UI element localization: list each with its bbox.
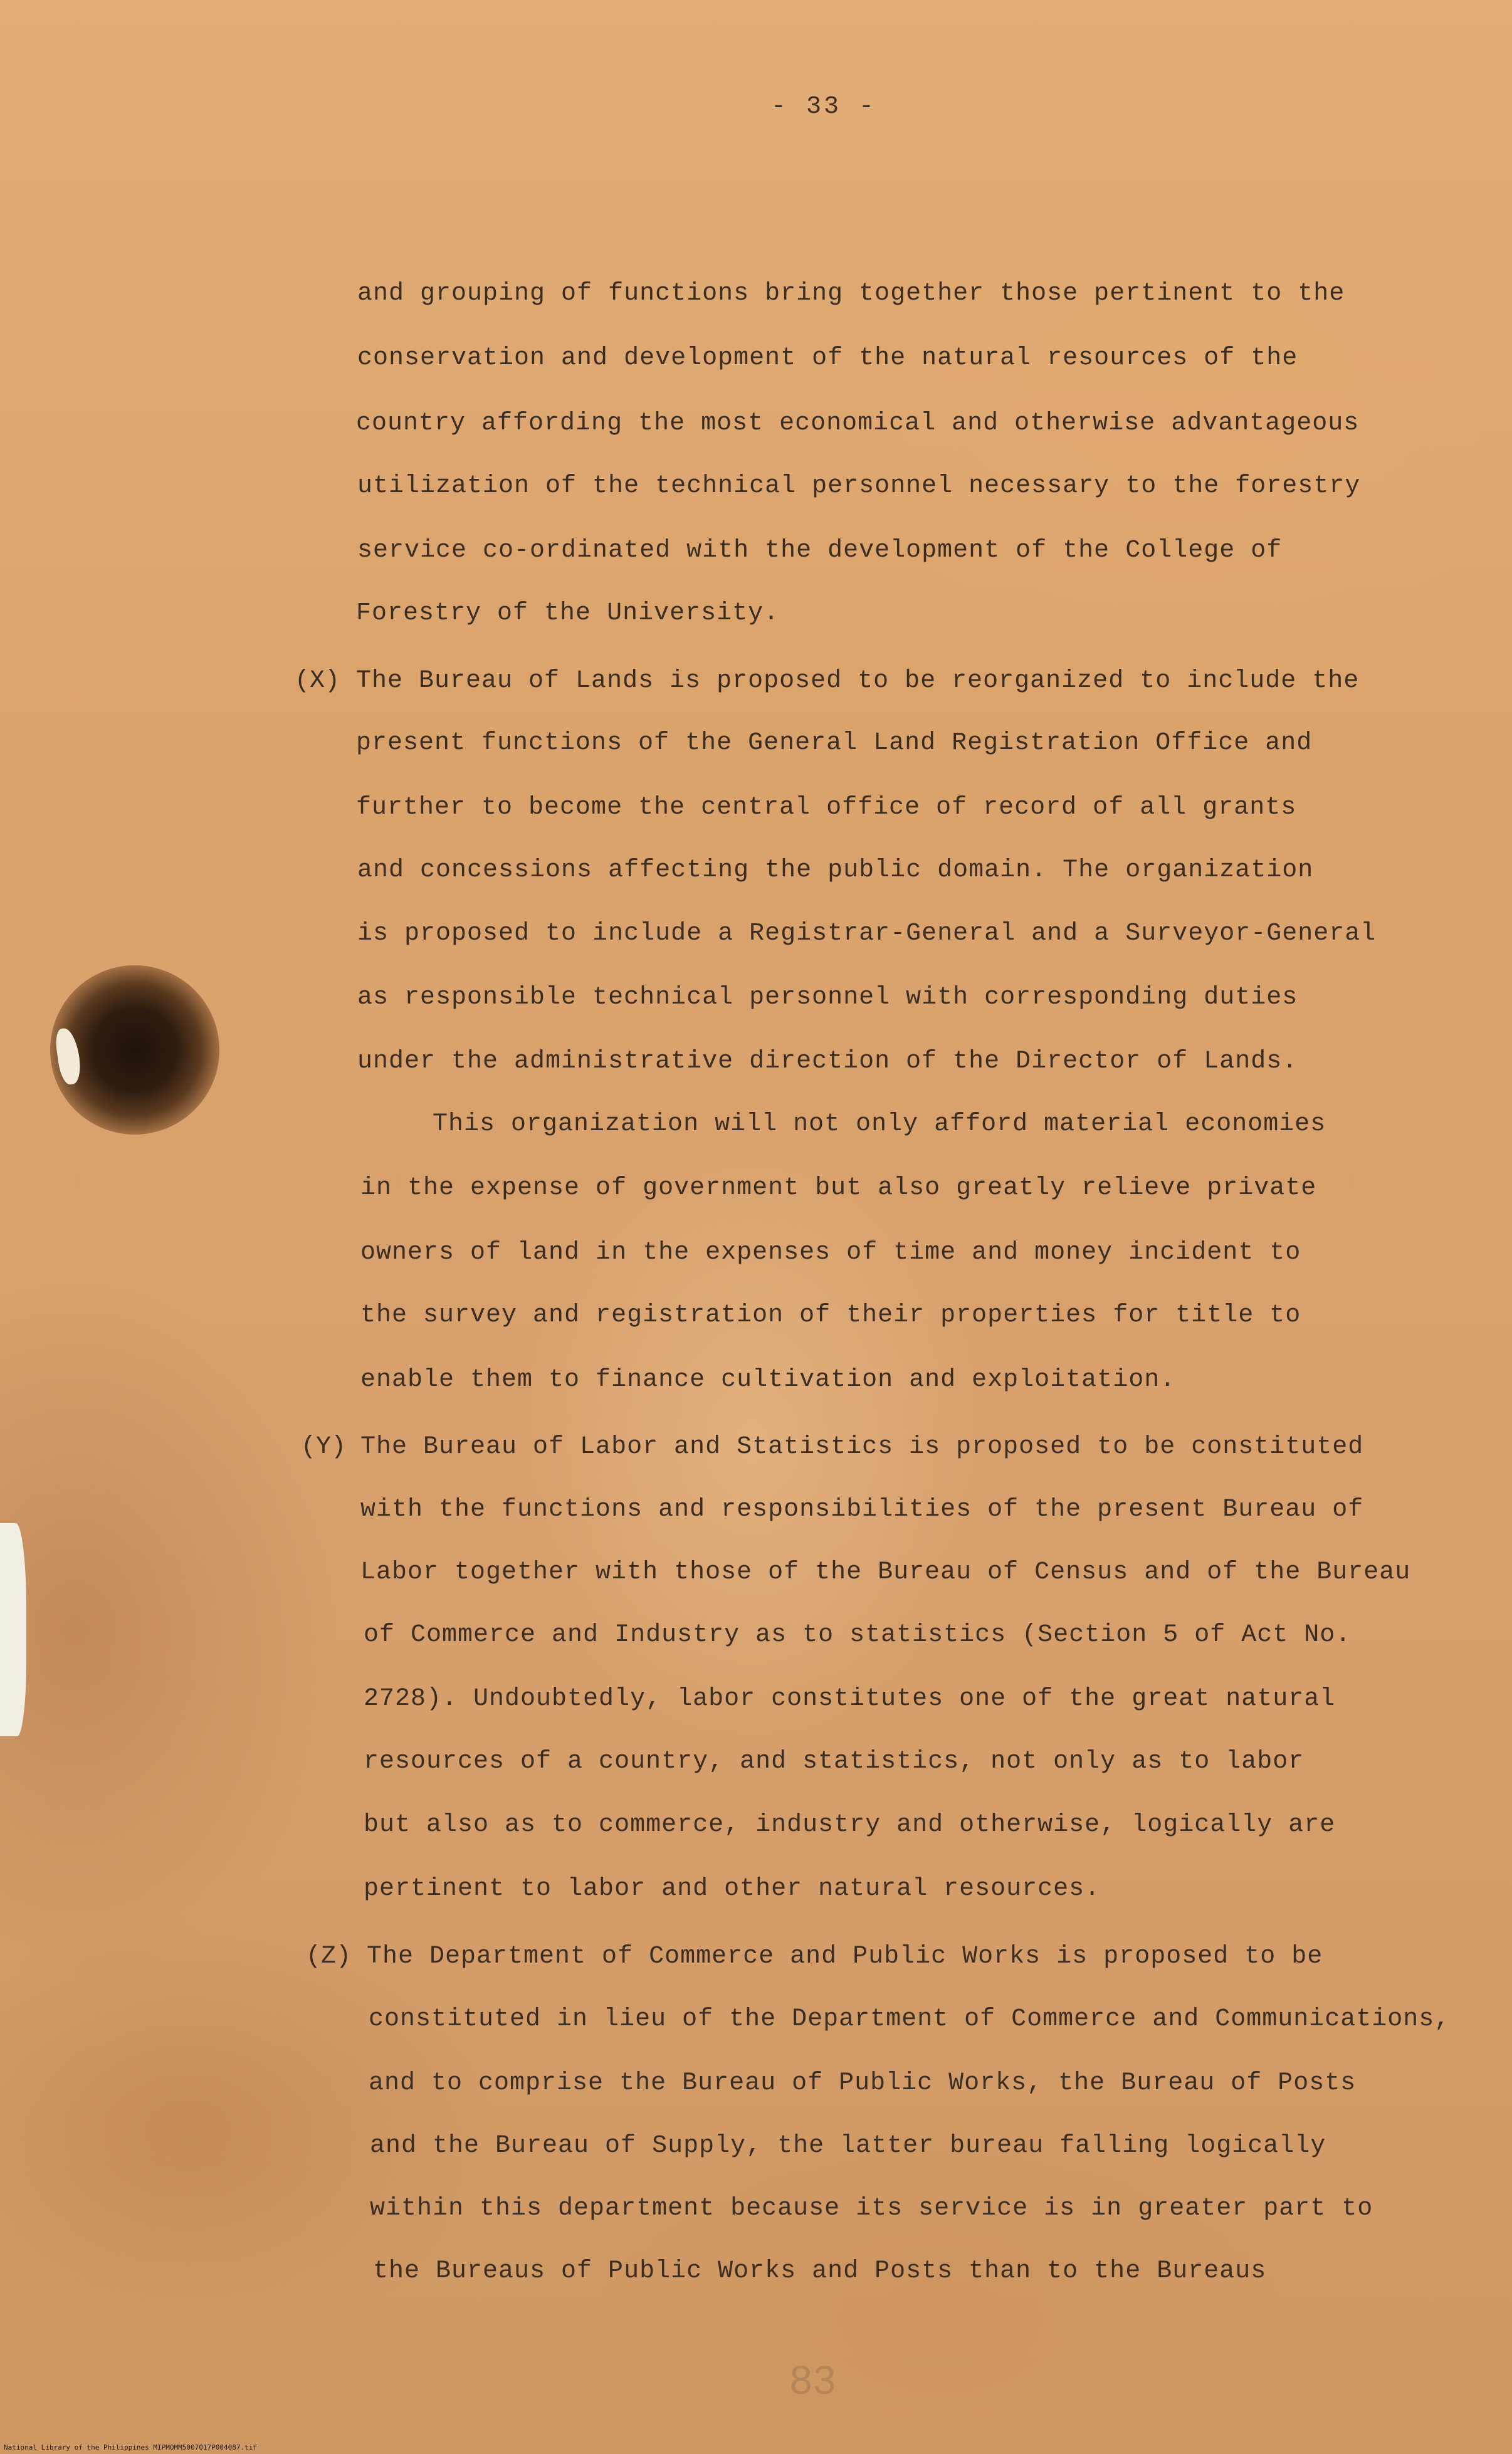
- text-line: Forestry of the University.: [356, 599, 780, 627]
- text-line: The Department of Commerce and Public Works is proposed to be: [367, 1943, 1323, 1971]
- text-line: but also as to commerce, industry and otherwise, logically are: [364, 1811, 1336, 1839]
- text-line: constituted in lieu of the Department of Commerce and Communications,: [369, 2005, 1451, 2033]
- page-number: - 33 -: [771, 93, 877, 121]
- text-line: conservation and development of the natural resources of the: [357, 344, 1298, 372]
- text-line: This organization will not only afford material economies: [433, 1110, 1326, 1138]
- text-line: with the functions and responsibilities of the present Bureau of: [360, 1496, 1364, 1524]
- item-marker: (Y): [301, 1433, 347, 1461]
- text-line: resources of a country, and statistics, not only as to labor: [364, 1748, 1305, 1776]
- text-line: in the expense of government but also greatly relieve private: [360, 1174, 1317, 1202]
- text-line: the Bureaus of Public Works and Posts than to the Bureaus: [373, 2257, 1267, 2285]
- text-line: the survey and registration of their properties for title to: [360, 1301, 1301, 1329]
- text-line: service co-ordinated with the development of the College of: [357, 537, 1283, 565]
- item-marker: (Z): [306, 1943, 352, 1971]
- text-line: Labor together with those of the Bureau of Census and of the Bureau: [360, 1558, 1411, 1586]
- text-line: country affording the most economical and otherwise advantageous: [356, 409, 1360, 438]
- text-line: and the Bureau of Supply, the latter bureau falling logically: [370, 2132, 1326, 2160]
- archive-stamp-number: 83: [790, 2357, 837, 2403]
- text-line: owners of land in the expenses of time and money incident to: [360, 1239, 1301, 1267]
- text-line: is proposed to include a Registrar-General and a Surveyor-General: [357, 920, 1377, 948]
- text-line: 2728). Undoubtedly, labor constitutes one of the great natural: [364, 1685, 1336, 1713]
- text-line: utilization of the technical personnel necessary to the forestry: [357, 472, 1361, 500]
- text-line: The Bureau of Labor and Statistics is proposed to be constituted: [360, 1433, 1364, 1461]
- text-line: of Commerce and Industry as to statistics (Section 5 of Act No.: [364, 1621, 1352, 1649]
- text-line: enable them to finance cultivation and exploitation.: [360, 1366, 1176, 1394]
- edge-tear: [0, 1523, 26, 1736]
- text-line: The Bureau of Lands is proposed to be reorganized to include the: [356, 667, 1360, 695]
- text-line: under the administrative direction of the Director of Lands.: [357, 1047, 1298, 1076]
- text-line: and grouping of functions bring together those pertinent to the: [357, 280, 1345, 308]
- text-line: pertinent to labor and other natural resources.: [364, 1875, 1101, 1903]
- text-line: and concessions affecting the public domain. The organization: [357, 856, 1314, 884]
- text-line: within this department because its service is in greater part to: [370, 2194, 1373, 2223]
- archive-footer: National Library of the Philippines MIPMOMM5007017P004087.tif: [4, 2443, 257, 2451]
- text-line: further to become the central office of record of all grants: [356, 794, 1297, 822]
- text-line: and to comprise the Bureau of Public Works, the Bureau of Posts: [369, 2069, 1357, 2097]
- text-line: present functions of the General Land Registration Office and: [356, 729, 1313, 757]
- text-line: as responsible technical personnel with corresponding duties: [357, 983, 1298, 1012]
- item-marker: (X): [295, 667, 340, 695]
